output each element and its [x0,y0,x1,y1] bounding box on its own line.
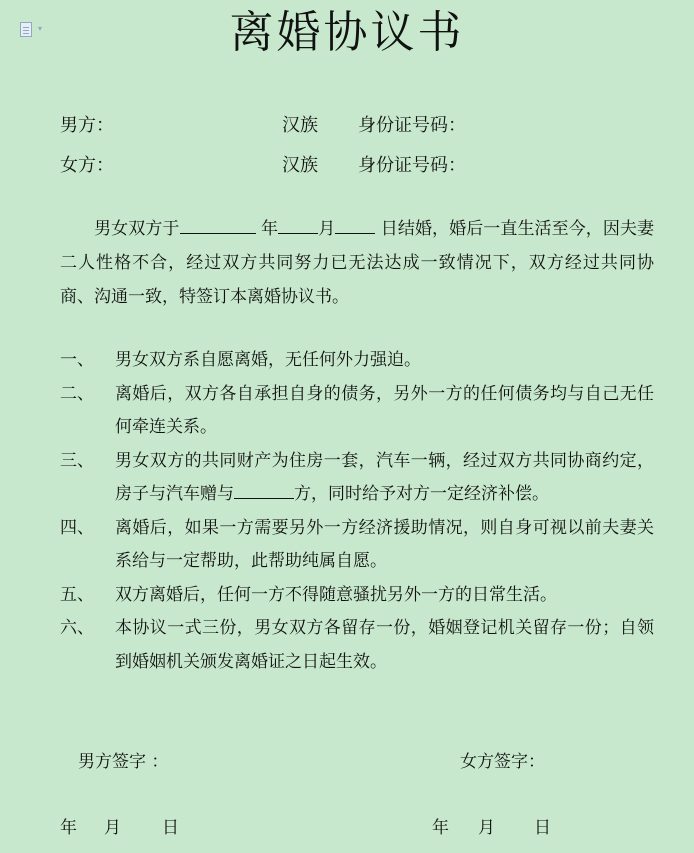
male-id-label: 身份证号码： [358,115,466,136]
date-month: 月 [478,818,495,838]
clause-number: 四、 [60,517,94,538]
female-party-line [60,154,466,178]
intro-month: 月 [318,219,336,239]
date-day: 日 [534,818,551,838]
clause-text: 男女双方的共同财产为住房一套，汽车一辆，经过双方共同协商约定，房子与汽车赠与 [115,450,654,504]
chevron-down-icon[interactable]: ▾ [38,24,43,33]
intro-prefix: 男女双方于 [94,219,180,239]
clause-text: 双方离婚后，任何一方不得随意骚扰另外一方的日常生活。 [115,584,557,605]
male-party-line [60,114,466,138]
clause-number: 五、 [60,584,94,605]
clause-item [60,579,654,613]
male-label: 男方： [60,115,114,136]
female-label: 女方： [60,155,114,176]
clause-item [60,612,654,679]
date-year: 年 [60,818,77,838]
clause-text: 离婚后，双方各自承担自身的债务，另外一方的任何债务均与自己无任何牵连关系。 [115,383,654,437]
clause-item [60,512,654,579]
clause-number: 二、 [60,383,94,404]
intro-body: 日结婚，婚后一直生活至今，因夫妻二人性格不合，经过双方共同努力已无法达成一致情况下，双方经过共同协商、沟通一致，特签订本离婚协议书。 [60,219,655,307]
page-title: 离婚协议书 [229,7,465,58]
date-month: 月 [104,818,121,838]
marriage-year-blank [180,215,256,234]
clause-number: 六、 [60,618,94,638]
clause-text: 离婚后，如果一方需要另外一方经济援助情况，则自身可视以前夫妻关系给与一定帮助，此帮助纯属自愿。 [115,517,654,571]
clause-item [60,378,654,445]
female-id-label: 身份证号码： [358,155,466,176]
clause-text: 本协议一式三份，男女双方各留存一份，婚姻登记机关留存一份；自领到婚姻机关颁发离婚证之日起生效。 [115,618,654,672]
intro-year: 年 [261,219,279,239]
clause-list [60,344,654,679]
male-ethnicity: 汉族 [282,115,318,136]
date-day: 日 [162,818,179,838]
clause-number: 一、 [60,350,94,370]
clause-number: 三、 [60,450,94,471]
female-signature-label: 女方签字： [460,752,545,772]
marriage-month-blank [278,215,318,234]
clause-item [60,344,654,378]
clause-text: 男女双方系自愿离婚，无任何外力强迫。 [115,350,421,370]
intro-paragraph [60,212,654,314]
marriage-day-blank [335,215,375,234]
date-year: 年 [432,818,449,838]
gift-recipient-blank [234,480,294,499]
male-signature-label: 男方签字 ： [78,752,169,772]
female-ethnicity: 汉族 [282,155,318,176]
clause-text-after: 方，同时给予对方一定经济补偿。 [294,484,549,504]
clause-item [60,445,654,512]
